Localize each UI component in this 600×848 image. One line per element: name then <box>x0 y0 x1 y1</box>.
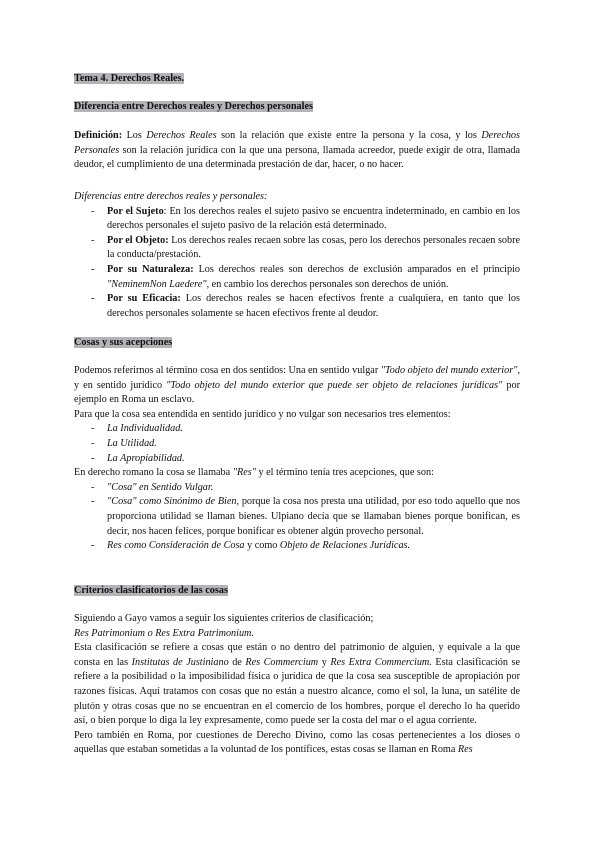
list-item: - Res como Consideración de Cosa y como Objeto de Relaciones Jurídicas. <box>74 539 520 554</box>
elementos-list <box>74 422 520 466</box>
list-item: - La Apropiabilidad. <box>74 452 520 467</box>
definicion-paragraph: Definición: Los Derechos Reales son la relación que existe entre la persona y la cosa, y los Derechos Personales son la relación jurídica con la que una persona, llamada acreedor, puede exigir de otra, llamada deudor, el cumplimiento de una determinada prestación de dar, hacer, o no hacer. <box>74 130 520 171</box>
acepciones-list <box>74 481 520 554</box>
list-item: - La Individualidad. <box>74 422 520 437</box>
list-item: - Por el Objeto: Los derechos reales recaen sobre las cosas, pero los derechos personales recaen sobre la conducta/prestación. <box>74 234 520 263</box>
section-heading-cosas: Cosas y sus acepciones <box>74 337 173 348</box>
list-item: - La Utilidad. <box>74 437 520 452</box>
list-item: - Por el Sujeto: En los derechos reales el sujeto pasivo se encuentra indeterminado, en cambio en los derechos personales el sujeto pasivo de la relación está determinado. <box>74 205 520 234</box>
criterios-block <box>74 612 520 758</box>
list-item: - "Cosa" como Sinónimo de Bien, porque la cosa nos presta una utilidad, por eso todo aquello que nos proporciona utilidad se llaman bienes. Ulpiano decía que se llamaban bienes porque bonifican, es decir, nos hacen felices, porque bonificar es obtener algún provecho personal. <box>74 495 520 539</box>
criterios-paragraph-1: Siguiendo a Gayo vamos a seguir los siguientes criterios de clasificación; <box>74 613 374 624</box>
diferencias-list <box>74 205 520 322</box>
criterios-paragraph-2: Res Patrimonium o Res Extra Patrimonium. <box>74 627 254 639</box>
cosas-block <box>74 364 520 554</box>
section-heading-diferencia: Diferencia entre Derechos reales y Derechos personales <box>74 101 313 112</box>
page-title: Tema 4. Derechos Reales. <box>74 73 185 84</box>
cosas-paragraph-2: Para que la cosa sea entendida en sentido jurídico y no vulgar son necesarios tres elementos: <box>74 408 451 420</box>
cosas-paragraph-3: En derecho romano la cosa se llamaba "Res" y el término tenía tres acepciones, que son: <box>74 467 434 479</box>
criterios-paragraph-3: Esta clasificación se refiere a cosas que están o no dentro del patrimonio de alguien, y equivale a la que consta en las Institutas de Justiniano de Res Commercium y Res Extra Commercium. Esta clasificación se refiere a la posibilidad o la imposibilidad física o jurídica de que la cosa sea susceptible de apropiación por razones físicas. Aquí tratamos con cosas que no están a nuestro alcance, como el sol, la luna, un satélite de plutón y otras cosas que no se encuentran en el comercio de los hombres, porque el derecho lo ha querido así, o bien porque lo diga la ley expresamente, como puede ser la costa del mar o el agua corriente. <box>74 642 520 727</box>
cosas-paragraph-1: Podemos referirnos al término cosa en dos sentidos: Una en sentido vulgar "Todo objeto del mundo exterior", y en sentido jurídico "Todo objeto del mundo exterior que puede ser objeto de relaciones jurídicas" por ejemplo en Roma un esclavo. <box>74 365 521 406</box>
section-heading-criterios: Criterios clasificatorios de las cosas <box>74 585 228 596</box>
criterios-paragraph-4: Pero también en Roma, por cuestiones de Derecho Divino, como las cosas pertenecientes a los dioses o aquellas que estaban sometidas a la voluntad de los pontífices, estas cosas se llaman en Roma Res <box>74 729 520 756</box>
list-item: - Por su Eficacia: Los derechos reales se hacen efectivos frente a cualquiera, en tanto que los derechos personales solamente se hacen efectivos frente al deudor. <box>74 292 520 321</box>
list-item: - "Cosa" en Sentido Vulgar. <box>74 481 520 496</box>
list-item: - Por su Naturaleza: Los derechos reales son derechos de exclusión amparados en el principio "NeminemNon Laedere", en cambio los derechos personales son derechos de unión. <box>74 263 520 292</box>
diferencias-block <box>74 190 520 321</box>
diferencias-title: Diferencias entre derechos reales y personales: <box>74 191 268 202</box>
